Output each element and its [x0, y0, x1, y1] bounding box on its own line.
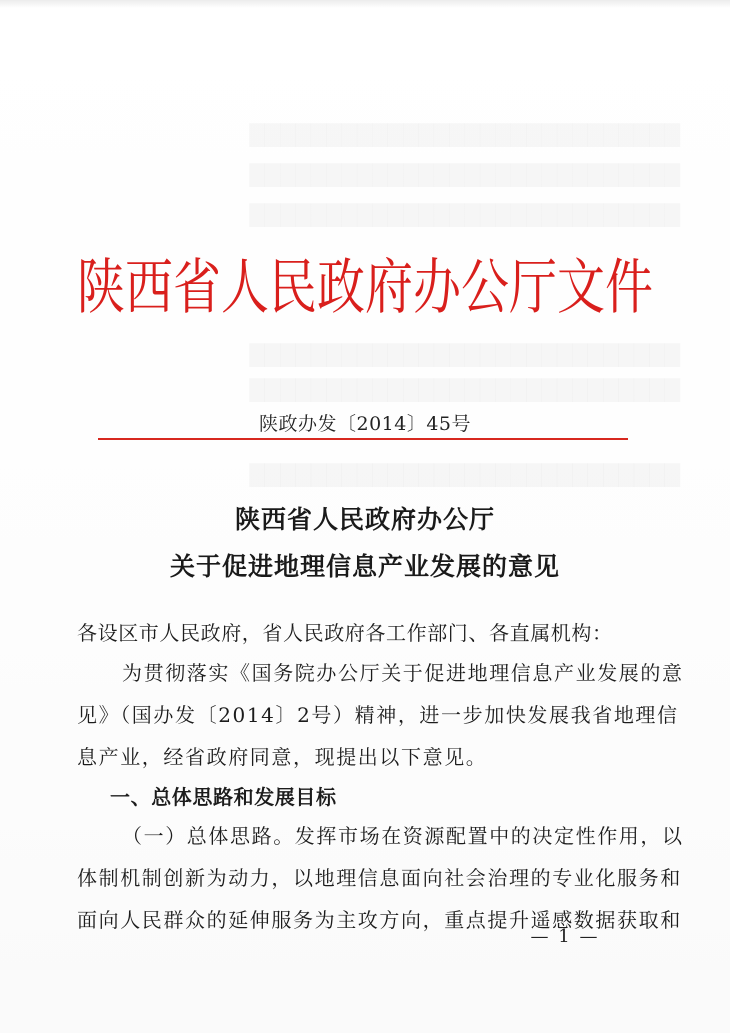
document-header: 陕西省人民政府办公厅文件 [76, 253, 653, 323]
paragraph-line: 见》（国办发〔2014〕2号）精神，进一步加快发展我省地理信 [77, 703, 679, 727]
show-through-band: ████████████████████████████ [249, 463, 680, 487]
body-line: （一）总体思路。发挥市场在资源配置中的决定性作用，以 [122, 824, 684, 848]
page-top-shadow [0, 0, 730, 8]
paragraph-line: 为贯彻落实《国务院办公厅关于促进地理信息产业发展的意 [122, 661, 684, 685]
body-line: 体制机制创新为动力，以地理信息面向社会治理的专业化服务和 [77, 866, 682, 890]
addressee-line: 各设区市人民政府，省人民政府各工作部门、各直属机构： [77, 621, 613, 645]
section-heading: 一、总体思路和发展目标 [110, 785, 337, 809]
issuing-office: 陕西省人民政府办公厅 [234, 505, 495, 534]
show-through-band: ████████████████████████████ [249, 163, 680, 187]
show-through-band: ████████████████████████████ [249, 123, 680, 147]
document-title: 关于促进地理信息产业发展的意见 [169, 552, 560, 581]
header-red-rule [98, 438, 628, 440]
show-through-band: ████████████████████████████ [249, 343, 680, 367]
body-line: 面向人民群众的延伸服务为主攻方向，重点提升遥感数据获取和 [77, 908, 682, 932]
show-through-band: ████████████████████████████ [249, 378, 680, 402]
document-number: 陕政办发〔2014〕45号 [258, 413, 472, 435]
paragraph-line: 息产业，经省政府同意，现提出以下意见。 [77, 745, 488, 769]
show-through-band: ████████████████████████████ [249, 203, 680, 227]
page-number: — 1 — [530, 926, 600, 947]
